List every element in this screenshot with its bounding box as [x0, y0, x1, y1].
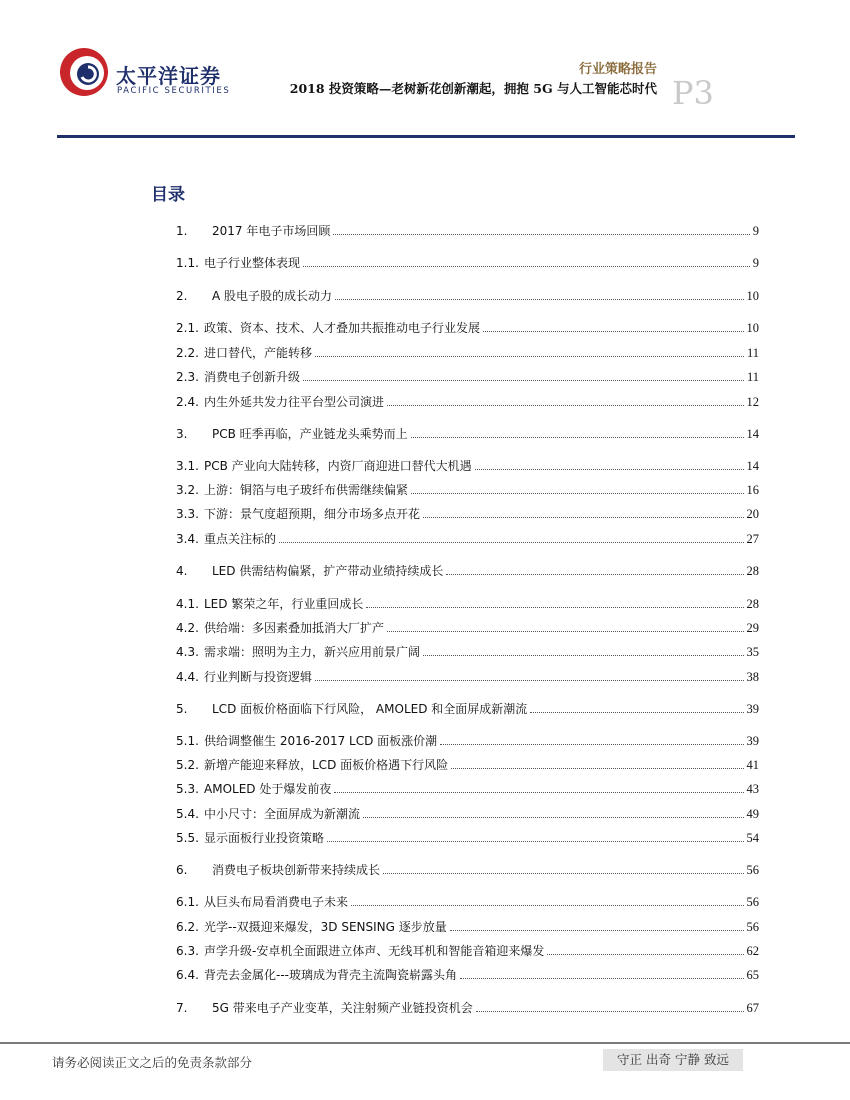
toc-entry[interactable]: [176, 943, 759, 959]
toc-leader-dots: [383, 873, 743, 874]
toc-leader-dots: [351, 905, 743, 906]
toc-entry[interactable]: [176, 426, 759, 442]
toc-leader-dots: [334, 792, 743, 793]
toc-leader-dots: [315, 680, 743, 681]
toc-leader-dots: [279, 542, 743, 543]
toc-entry-title: 显示面板行业投资策略: [204, 831, 325, 845]
footer-disclaimer: 请务必阅读正文之后的免责条款部分: [52, 1055, 253, 1070]
toc-entry-page: 11: [746, 346, 759, 360]
page-number: P3: [672, 74, 714, 112]
toc-entry-number: 4.: [176, 564, 188, 578]
report-title: 2018 投资策略—老树新花创新潮起，拥抱 5G 与人工智能芯时代: [289, 81, 657, 96]
toc-leader-dots: [363, 817, 743, 818]
toc-entry-page: 38: [746, 670, 759, 684]
toc-entry-title: 供给端：多因素叠加抵消大厂扩产: [204, 621, 385, 635]
toc-entry-title: 从巨头布局看消费电子未来: [204, 895, 349, 909]
toc-entry-title: LED 繁荣之年，行业重回成长: [204, 597, 364, 611]
toc-entry-page: 41: [746, 758, 759, 772]
toc-entry-title: 消费电子板块创新带来持续成长: [212, 863, 381, 877]
company-name-cn: 太平洋证券: [116, 64, 221, 88]
toc-entry-title: 新增产能迎来释放，LCD 面板价格遇下行风险: [204, 758, 449, 772]
toc-entry-page: 67: [746, 1001, 759, 1015]
toc-leader-dots: [411, 437, 744, 438]
toc-entry[interactable]: [176, 506, 759, 522]
toc-entry-page: 39: [746, 734, 759, 748]
toc-entry-page: 43: [746, 782, 759, 796]
toc-entry-page: 9: [752, 224, 759, 238]
toc-entry-number: 5.3.: [176, 782, 199, 796]
toc-entry-title: 进口替代，产能转移: [204, 346, 313, 360]
toc-leader-dots: [483, 331, 743, 332]
toc-entry[interactable]: [176, 458, 759, 474]
toc-entry-page: 14: [746, 459, 759, 473]
toc-entry-page: 11: [746, 370, 759, 384]
toc-entry-title: 光学--双摄迎来爆发，3D SENSING 逐步放量: [204, 920, 447, 934]
toc-entry-title: 电子行业整体表现: [204, 256, 301, 270]
toc-entry[interactable]: [176, 733, 759, 749]
toc-entry[interactable]: [176, 223, 759, 239]
toc-entry-page: 28: [746, 564, 759, 578]
toc-entry-title: 内生外延共发力往平台型公司演进: [204, 395, 385, 409]
toc-entry-title: 2017 年电子市场回顾: [212, 224, 331, 238]
toc-entry-number: 5.: [176, 702, 188, 716]
toc-heading: 目录: [151, 185, 185, 205]
toc-entry-title: LCD 面板价格面临下行风险， AMOLED 和全面屏成新潮流: [212, 702, 528, 716]
toc-entry-page: 10: [746, 321, 759, 335]
toc-entry[interactable]: [176, 830, 759, 846]
toc-entry[interactable]: [176, 563, 759, 579]
toc-entry-title: 声学升级-安卓机全面跟进立体声、无线耳机和智能音箱迎来爆发: [204, 944, 545, 958]
toc-entry-number: 4.3.: [176, 645, 199, 659]
toc-entry-number: 3.3.: [176, 507, 199, 521]
footer-divider: [0, 1042, 850, 1044]
toc-entry[interactable]: [176, 862, 759, 878]
toc-leader-dots: [387, 631, 743, 632]
toc-entry[interactable]: [176, 669, 759, 685]
toc-entry-page: 65: [746, 968, 759, 982]
toc-entry-title: 下游：景气度超预期，细分市场多点开花: [204, 507, 421, 521]
toc-entry-number: 2.1.: [176, 321, 199, 335]
toc-leader-dots: [460, 978, 744, 979]
company-name-en: PACIFIC SECURITIES: [117, 86, 231, 96]
toc-leader-dots: [303, 266, 750, 267]
toc-entry-page: 9: [752, 256, 759, 270]
toc-entry-number: 7.: [176, 1001, 188, 1015]
toc-entry-page: 56: [746, 895, 759, 909]
toc-entry-number: 5.1.: [176, 734, 199, 748]
toc-entry-number: 3.: [176, 427, 188, 441]
toc-entry-title: PCB 旺季再临，产业链龙头乘势而上: [212, 427, 408, 441]
toc-leader-dots: [530, 712, 743, 713]
toc-entry-number: 1.: [176, 224, 188, 238]
toc-entry-title: 背壳去金属化---玻璃成为背壳主流陶瓷崭露头角: [204, 968, 457, 982]
toc-entry-title: 重点关注标的: [204, 532, 277, 546]
toc-entry[interactable]: [176, 345, 759, 361]
toc-entry[interactable]: [176, 369, 759, 385]
toc-entry-title: LED 供需结构偏紧，扩产带动业绩持续成长: [212, 564, 444, 578]
footer-motto: 守正 出奇 宁静 致远: [603, 1049, 743, 1071]
toc-entry-page: 49: [746, 807, 759, 821]
toc-entry-page: 10: [746, 289, 759, 303]
toc-entry-number: 2.: [176, 289, 188, 303]
toc-entry-title: 上游：铜箔与电子玻纤布供需继续偏紧: [204, 483, 409, 497]
toc-entry-title: AMOLED 处于爆发前夜: [204, 782, 332, 796]
toc-leader-dots: [411, 493, 743, 494]
toc-entry-page: 14: [746, 427, 759, 441]
toc-entry-page: 54: [746, 831, 759, 845]
toc-leader-dots: [440, 744, 743, 745]
toc-entry-page: 62: [746, 944, 759, 958]
toc-entry-page: 39: [746, 702, 759, 716]
toc-entry-page: 35: [746, 645, 759, 659]
toc-entry[interactable]: [176, 1000, 759, 1016]
toc-leader-dots: [366, 607, 743, 608]
toc-entry-page: 28: [746, 597, 759, 611]
toc-entry[interactable]: [176, 596, 759, 612]
toc-entry-number: 3.1.: [176, 459, 199, 473]
toc-entry-number: 4.1.: [176, 597, 199, 611]
toc-leader-dots: [423, 655, 743, 656]
toc-entry-number: 6.4.: [176, 968, 199, 982]
toc-entry[interactable]: [176, 394, 759, 410]
toc-entry-number: 2.3.: [176, 370, 199, 384]
toc-leader-dots: [335, 299, 743, 300]
toc-entry[interactable]: [176, 531, 759, 547]
toc-leader-dots: [450, 930, 744, 931]
toc-entry-number: 3.4.: [176, 532, 199, 546]
toc-entry-number: 5.5.: [176, 831, 199, 845]
toc-entry-title: 行业判断与投资逻辑: [204, 670, 313, 684]
toc-entry-number: 4.2.: [176, 621, 199, 635]
toc-entry[interactable]: [176, 806, 759, 822]
toc-leader-dots: [423, 517, 743, 518]
toc-entry[interactable]: [176, 967, 759, 983]
toc-entry-title: 供给调整催生 2016-2017 LCD 面板涨价潮: [204, 734, 438, 748]
toc-leader-dots: [303, 380, 744, 381]
toc-entry-title: A 股电子股的成长动力: [212, 289, 333, 303]
toc-entry-page: 16: [746, 483, 759, 497]
toc-leader-dots: [327, 841, 743, 842]
header-divider: [57, 135, 795, 138]
toc-entry[interactable]: [176, 482, 759, 498]
toc-entry-page: 56: [746, 863, 759, 877]
toc-entry-number: 6.2.: [176, 920, 199, 934]
toc-entry-number: 5.4.: [176, 807, 199, 821]
toc-entry[interactable]: [176, 255, 759, 271]
toc-entry[interactable]: [176, 320, 759, 336]
toc-entry-title: 中小尺寸：全面屏成为新潮流: [204, 807, 361, 821]
toc-leader-dots: [333, 234, 749, 235]
toc-entry-page: 56: [746, 920, 759, 934]
toc-entry-number: 6.: [176, 863, 188, 877]
toc-entry[interactable]: [176, 620, 759, 636]
toc-entry[interactable]: [176, 757, 759, 773]
report-type: 行业策略报告: [578, 62, 657, 77]
toc-entry-page: 27: [746, 532, 759, 546]
toc-entry[interactable]: [176, 701, 759, 717]
toc-entry-page: 29: [746, 621, 759, 635]
toc-entry-number: 1.1.: [176, 256, 199, 270]
toc-entry[interactable]: [176, 644, 759, 660]
toc-entry-title: 需求端：照明为主力，新兴应用前景广阔: [204, 645, 421, 659]
toc-entry-number: 4.4.: [176, 670, 199, 684]
toc-leader-dots: [315, 356, 744, 357]
toc-entry-title: PCB 产业向大陆转移，内资厂商迎进口替代大机遇: [204, 459, 472, 473]
toc-leader-dots: [387, 405, 743, 406]
toc-leader-dots: [475, 469, 744, 470]
toc-entry-number: 6.3.: [176, 944, 199, 958]
toc-entry-number: 5.2.: [176, 758, 199, 772]
toc-entry-page: 12: [746, 395, 759, 409]
toc-entry[interactable]: [176, 894, 759, 910]
toc-leader-dots: [446, 574, 743, 575]
toc-entry-title: 消费电子创新升级: [204, 370, 301, 384]
page-header: [0, 0, 850, 140]
toc-entry[interactable]: [176, 919, 759, 935]
toc-entry-number: 2.4.: [176, 395, 199, 409]
toc-entry-title: 5G 带来电子产业变革，关注射频产业链投资机会: [212, 1001, 473, 1015]
toc-leader-dots: [476, 1011, 744, 1012]
pacific-securities-logo-icon: [58, 46, 110, 98]
toc-entry-number: 2.2.: [176, 346, 199, 360]
toc-entry-number: 6.1.: [176, 895, 199, 909]
toc-entry[interactable]: [176, 781, 759, 797]
toc-entry-title: 政策、资本、技术、人才叠加共振推动电子行业发展: [204, 321, 481, 335]
toc-leader-dots: [547, 954, 743, 955]
toc-entry-page: 20: [746, 507, 759, 521]
toc-leader-dots: [451, 768, 743, 769]
toc-entry-number: 3.2.: [176, 483, 199, 497]
toc-entry[interactable]: [176, 288, 759, 304]
